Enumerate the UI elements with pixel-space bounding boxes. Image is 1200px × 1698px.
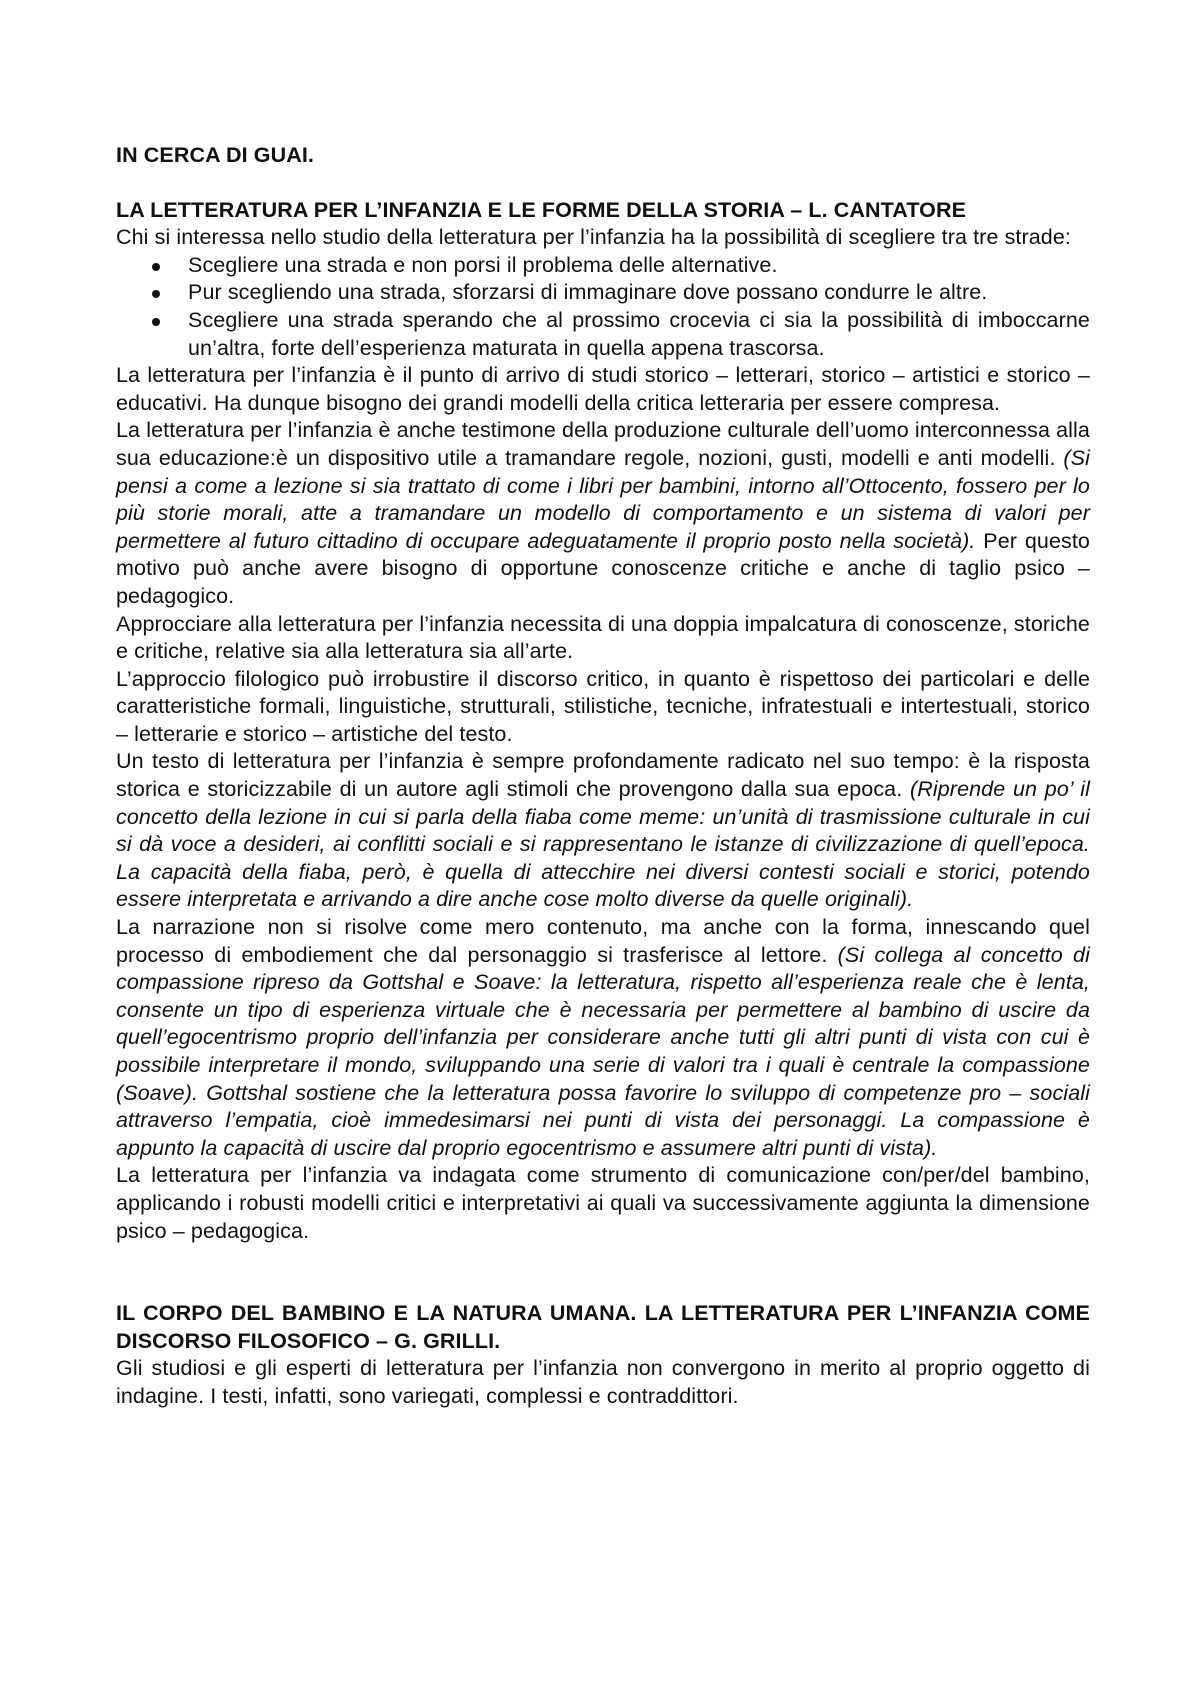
paragraph: La letteratura per l’infanzia va indagata come strumento di comunicazione con/per/del bambino, applicando i robusti modelli critici e interpretativi ai quali va successivamente aggiunta la dimensione psico – pedagogica. — [116, 1163, 1090, 1243]
list-item-text: Pur scegliendo una strada, sforzarsi di immaginare dove possano condurre le altre. — [188, 280, 988, 305]
section-spacer — [116, 1245, 1090, 1300]
intro-paragraph: Chi si interessa nello studio della letteratura per l’infanzia ha la possibilità di scegliere tra tre strade: — [116, 225, 1071, 250]
list-item — [116, 279, 1090, 307]
paragraph-text: Per questo motivo può anche avere bisogno di opportune conoscenze critiche e anche di taglio psico – pedagogico. — [116, 528, 1090, 608]
list-item — [116, 252, 1090, 280]
bullet-icon — [152, 318, 160, 326]
section-heading-grilli: IL CORPO DEL BAMBINO E LA NATURA UMANA. LA LETTERATURA PER L’INFANZIA COME DISCORSO FILOSOFICO – G. GRILLI. — [116, 1301, 1090, 1353]
paragraph-text: La narrazione non si risolve come mero contenuto, ma anche con la forma, innescando quel processo di embodiement che dal personaggio si trasferisce al lettore. — [116, 915, 1090, 967]
paragraph: La letteratura per l’infanzia è il punto di arrivo di studi storico – letterari, storico – artistici e storico – educativi. Ha dunque bisogno dei grandi modelli della critica letteraria per essere compresa. — [116, 363, 1090, 415]
paragraph — [116, 417, 1090, 610]
document-page — [116, 142, 1090, 1411]
paragraph: Gli studiosi e gli esperti di letteratura per l’infanzia non convergono in merito al proprio oggetto di indagine. I testi, infatti, sono variegati, complessi e contraddittori. — [116, 1356, 1090, 1408]
options-list — [116, 252, 1090, 362]
italic-note: (Si pensi a come a lezione si sia trattato di come i libri per bambini, intorno all’Ottocento, fossero per lo più storie morali, atte a tramandare un modello di comportamento e un sistema di valori per permettere al futuro cittadino di occupare adeguatamente il proprio posto nella società). — [116, 445, 1090, 553]
italic-note: (Si collega al concetto di compassione ripreso da Gottshal e Soave: la letteratura, rispetto all’esperienza reale che è lenta, consente un tipo di esperienza virtuale che è necessaria per permettere al bambino di uscire da quell’egocentrismo proprio dell’infanzia per considerare anche tutti gli altri punti di vista con cui è possibile interpretare il mondo, sviluppando una serie di valori tra i quali è centrale la compassione (Soave). Gottshal sostiene che la letteratura possa favorire lo sviluppo di competenze pro – sociali attraverso l’empatia, cioè immedesimarsi nei punti di vista dei personaggi. La compassione è appunto la capacità di uscire dal proprio egocentrismo e assumere altri punti di vista). — [116, 942, 1090, 1160]
paragraph-text: Un testo di letteratura per l’infanzia è sempre profondamente radicato nel suo tempo: è la risposta storica e storicizzabile di un autore agli stimoli che provengono dalla sua epoca. — [116, 749, 1090, 802]
paragraph-text: La letteratura per l’infanzia è anche testimone della produzione culturale dell’uomo interconnessa alla sua educazione:è un dispositivo utile a tramandare regole, nozioni, gusti, modelli e anti modelli. — [116, 418, 1090, 470]
bullet-icon — [152, 290, 160, 298]
document-title: IN CERCA DI GUAI. — [116, 143, 314, 167]
paragraph: L’approccio filologico può irrobustire il discorso critico, in quanto è rispettoso dei particolari e delle caratteristiche formali, linguistiche, strutturali, stilistiche, tecniche, infratestuali e intertestuali, storico – letterarie e storico – artistiche del testo. — [116, 666, 1090, 746]
list-item-text: Scegliere una strada e non porsi il problema delle alternative. — [188, 252, 778, 277]
bullet-icon — [152, 263, 160, 271]
list-item — [116, 307, 1090, 362]
list-item-text: Scegliere una strada sperando che al prossimo crocevia ci sia la possibilità di imboccarne un’altra, forte dell’esperienza maturata in quella appena trascorsa. — [188, 307, 1090, 360]
paragraph: Approcciare alla letteratura per l’infanzia necessita di una doppia impalcatura di conoscenze, storiche e critiche, relative sia alla letteratura sia all’arte. — [116, 611, 1090, 664]
paragraph — [116, 914, 1090, 1162]
italic-note: (Riprende un po’ il concetto della lezione in cui si parla della fiaba come meme: un’unità di trasmissione culturale in cui si dà voce a desideri, ai conflitti sociali e si rappresentano le istanze di civilizzazione di quell’epoca. La capacità della fiaba, però, è quella di attecchire nei diversi contesti sociali e storici, potendo essere interpretata e arrivando a dire anche cose molto diverse da quelle originali). — [116, 777, 1090, 912]
paragraph — [116, 748, 1090, 914]
section-heading-cantatore: LA LETTERATURA PER L’INFANZIA E LE FORME DELLA STORIA – L. CANTATORE — [116, 197, 967, 222]
